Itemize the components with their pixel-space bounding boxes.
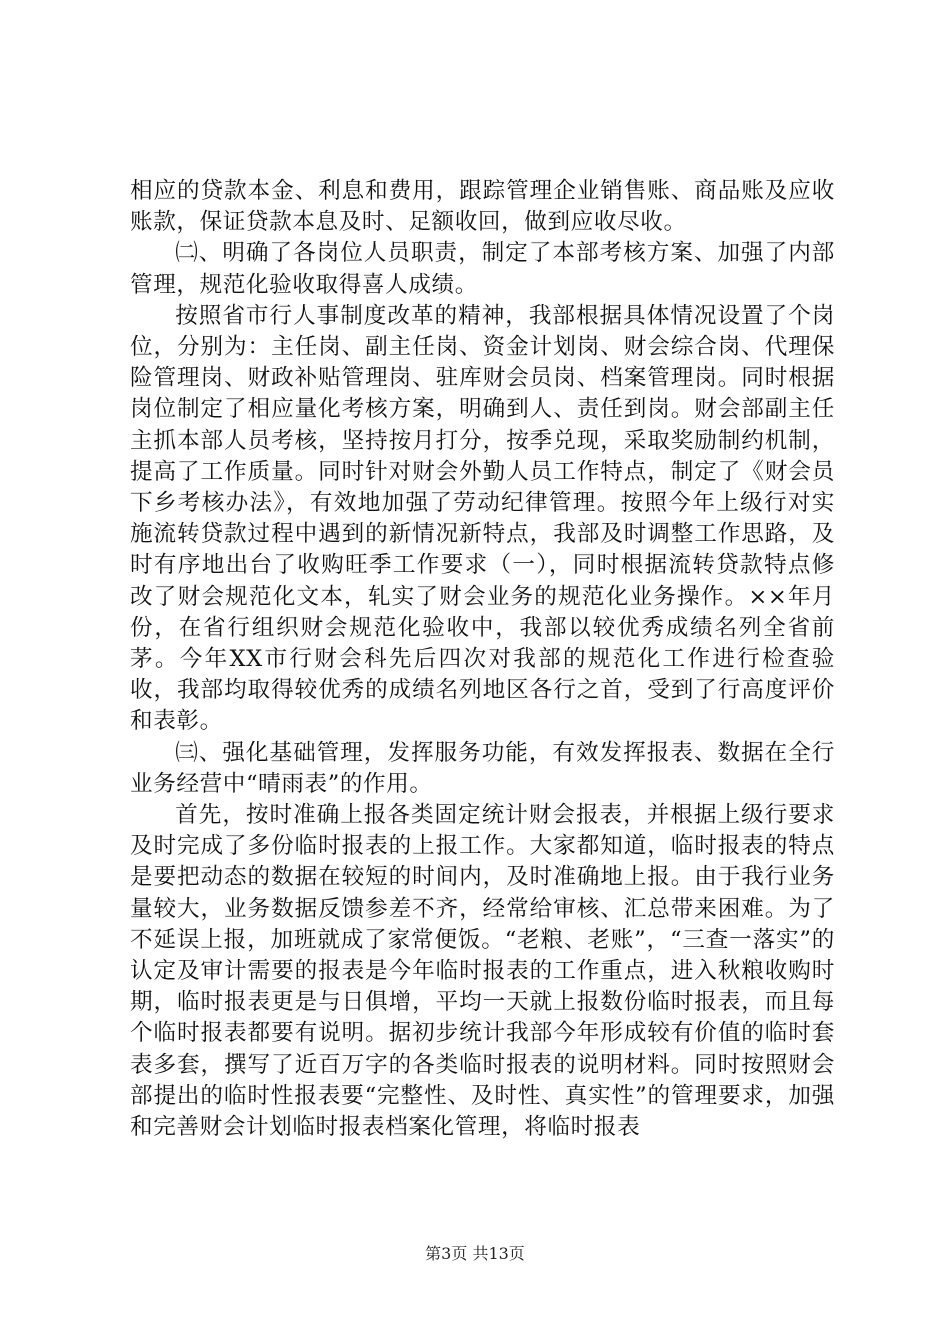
- page-footer: 第3页 共13页: [425, 1244, 525, 1263]
- paragraph-heading-3: ㈢、强化基础管理，发挥服务功能，有效发挥报表、数据在全行业务经营中“晴雨表”的作用。: [130, 739, 835, 797]
- paragraph-heading-2: ㈡、明确了各岗位人员职责，制定了本部考核方案、加强了内部管理，规范化验收取得喜人成绩。: [130, 240, 835, 298]
- paragraph-continuation: 相应的贷款本金、利息和费用，跟踪管理企业销售账、商品账及应收账款，保证贷款本息及时、足额收回，做到应收尽收。: [130, 178, 835, 236]
- document-body: [130, 176, 835, 1143]
- paragraph-job-positions: 按照省市行人事制度改革的精神，我部根据具体情况设置了个岗位，分别为：主任岗、副主任岗、资金计划岗、财会综合岗、代理保险管理岗、财政补贴管理岗、驻库财会员岗、档案管理岗。同时根据岗位制定了相应量化考核方案，明确到人、责任到岗。财会部副主任主抓本部人员考核，坚持按月打分，按季兑现，采取奖励制约机制，提高了工作质量。同时针对财会外勤人员工作特点，制定了《财会员下乡考核办法》，有效地加强了劳动纪律管理。按照今年上级行对实施流转贷款过程中遇到的新情况新特点，我部及时调整工作思路，及时有序地出台了收购旺季工作要求（一），同时根据流转贷款特点修改了财会规范化文本，轧实了财会业务的规范化业务操作。××年月份，在省行组织财会规范化验收中，我部以较优秀成绩名列全省前茅。今年XX市行财会科先后四次对我部的规范化工作进行检查验收，我部均取得较优秀的成绩名列地区各行之首，受到了行高度评价和表彰。: [130, 302, 835, 735]
- paragraph-reports: 首先，按时准确上报各类固定统计财会报表，并根据上级行要求及时完成了多份临时报表的上报工作。大家都知道，临时报表的特点是要把动态的数据在较短的时间内，及时准确地上报。由于我行业务量较大，业务数据反馈参差不齐，经常给审核、汇总带来困难。为了不延误上报，加班就成了家常便饭。“老粮、老账”，“三查一落实”的认定及审计需要的报表是今年临时报表的工作重点，进入秋粮收购时期，临时报表更是与日俱增，平均一天就上报数份临时报表，而且每个临时报表都要有说明。据初步统计我部今年形成较有价值的临时套表多套，撰写了近百万字的各类临时报表的说明材料。同时按照财会部提出的临时性报表要“完整性、及时性、真实性”的管理要求，加强和完善财会计划临时报表档案化管理，将临时报表: [130, 802, 835, 1141]
